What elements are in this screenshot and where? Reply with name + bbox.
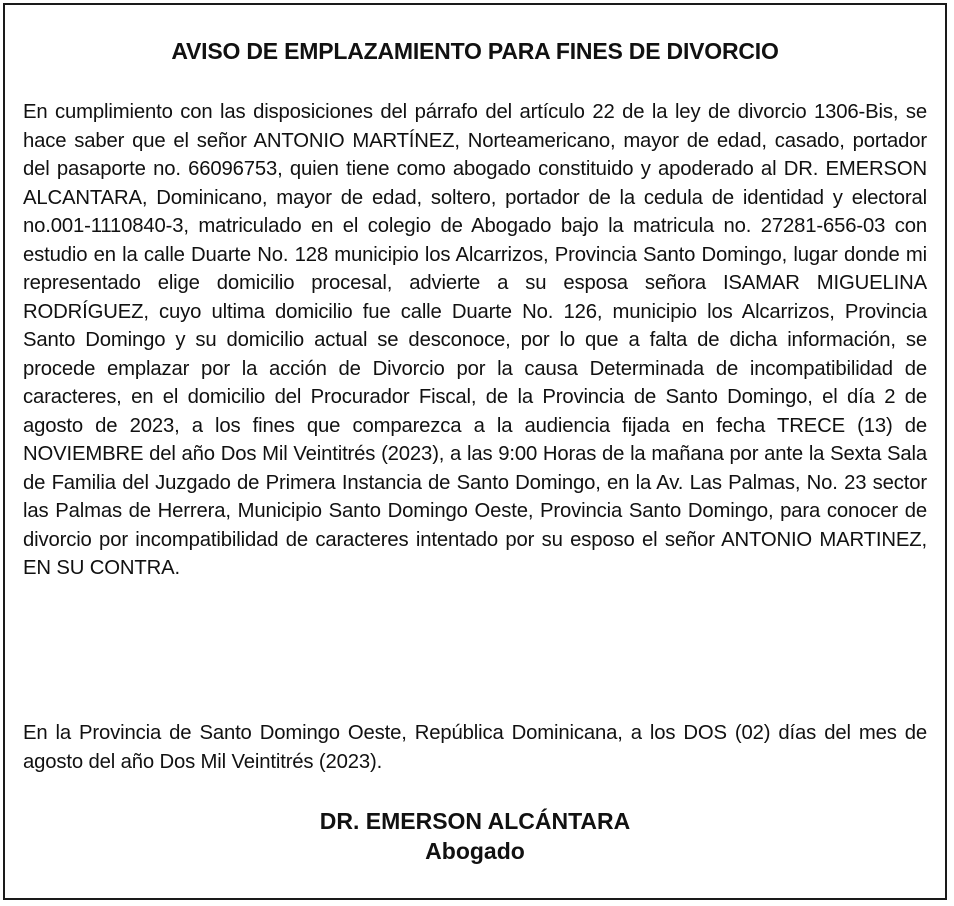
signature-role: Abogado: [425, 838, 525, 864]
notice-closing-paragraph: En la Provincia de Santo Domingo Oeste, República Dominicana, a los DOS (02) días del mes de agosto del año Dos Mil Veintitrés (2023).: [23, 722, 927, 773]
notice-body-paragraph: En cumplimiento con las disposiciones del párrafo del artículo 22 de la ley de divorcio 1306-Bis, se hace saber que el señor ANTONIO MARTÍNEZ, Norteamericano, mayor de edad, casado, portador del pasaporte no. 66096753, quien tiene como abogado constituido y apoderado al DR. EMERSON ALCANTARA, Dominicano, mayor de edad, soltero, portador de la cedula de identidad y electoral no.001-1110840-3, matriculado en el colegio de Abogado bajo la matricula no. 27281-656-03 con estudio en la calle Duarte No. 128 municipio los Alcarrizos, Provincia Santo Domingo, lugar donde mi representado elige domicilio procesal, advierte a su esposa señora ISAMAR MIGUELINA RODRÍGUEZ, cuyo ultima domicilio fue calle Duarte No. 126, municipio los Alcarrizos, Provincia Santo Domingo y su domicilio actual se desconoce, por lo que a falta de dicha información, se procede emplazar por la acción de Divorcio por la causa Determinada de incompatibilidad de caracteres, en el domicilio del Procurador Fiscal, de la Provincia de Santo Domingo, el día 2 de agosto de 2023, a los fines que comparezca a la audiencia fijada en fecha TRECE (13) de NOVIEMBRE del año Dos Mil Veintitrés (2023), a las 9:00 Horas de la mañana por ante la Sexta Sala de Familia del Juzgado de Primera Instancia de Santo Domingo, en la Av. Las Palmas, No. 23 sector las Palmas de Herrera, Municipio Santo Domingo Oeste, Provincia Santo Domingo, para conocer de divorcio por incompatibilidad de caracteres intentado por su esposo el señor ANTONIO MARTINEZ, EN SU CONTRA.: [23, 101, 927, 579]
legal-notice-frame: [3, 3, 947, 900]
signature-name: DR. EMERSON ALCÁNTARA: [319, 808, 631, 834]
notice-title: AVISO DE EMPLAZAMIENTO PARA FINES DE DIVORCIO: [171, 38, 779, 64]
